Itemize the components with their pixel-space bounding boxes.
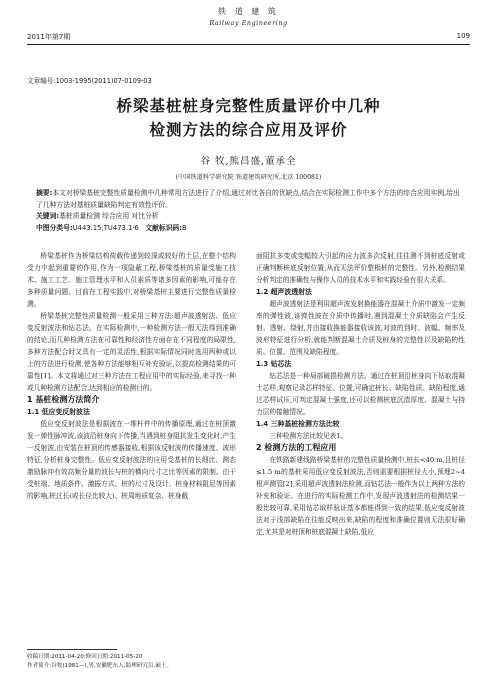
journal-name: 铁 道 建 筑 (218, 7, 279, 16)
classification (36, 223, 466, 235)
page-number: 109 (456, 32, 470, 40)
clc-text: U443.15;TU473.1·6 (72, 223, 139, 232)
keywords (36, 211, 466, 223)
paragraph: 钻芯法是一种局部破损检测方法。通过在桩顶沿桩身向下钻取混凝土芯样,观察记录芯样特征、位置,可确定桩长、缺陷性质、缺陷程度,通过芯样试压,可判定混凝土强度,还可以检测桩底沉渣厚度、混凝土与持力层的接触情况。 (256, 372, 465, 416)
section-heading: 2 检测方法的工程应用 (256, 443, 337, 452)
paragraph: 三种检测方法比较见表1。 (269, 432, 348, 440)
paragraph: 在铁路新建线路桥梁基桩的完整性质量检测中,桩长<40 m,且桩径≤1.5 m的基桩采用低应变反射波法,否则需要根据桩径大小,预埋2~4根声测管[2],采用超声波透射法检测,而钻芯法一般作为以上两种方法的补充和验证。在进行的实际检测工作中,发现声波透射法的检测结果一般比较可靠,采用钻芯取样验证基本都能得到一致的结果,低应变反射波法对于浅部缺陷在往能反映出来,缺陷的程度和准确位置则无法很好确定,尤其是对桩顶和桩底混凝土缺陷,低应 (256, 456, 465, 536)
doc-code: B (182, 223, 187, 232)
issue-label: 2011年第7期 (27, 33, 71, 41)
article-number: 文章编号:1003-1995(2011)07-0109-03 (27, 77, 152, 85)
subsection-heading: 1.2 超声波透射法 (256, 288, 312, 296)
journal-name-en: Railway Engineering (209, 19, 288, 27)
author-bio: 作者简介:谷牧(1981—),男,安徽肥东人,助理研究员,硕士。 (27, 663, 173, 669)
header-rule (27, 44, 470, 45)
paragraph: 桥梁基桩作为桥梁结构荷载传递到较深或较好的土层,在整个结构受力中起到重要的作用,作为一项隐蔽工程,桥梁基桩的质量受施工技术、施工工艺、施工管理水平和人员素质等诸多因素的影响,可能存在多种质量问题。目前在工程实践中,对桥梁基桩主要进行完整性质量检测。 (27, 252, 236, 308)
clc-label: 中图分类号: (36, 223, 73, 232)
received-date: 收稿日期:2011-04-20;修回日期:2011-05-20 (27, 654, 143, 660)
footnote-rule (27, 649, 117, 650)
affiliation: (中国铁道科学研究院 铁道建筑研究所,北京 100081) (175, 174, 322, 181)
subsection-heading: 1.3 钻芯法 (256, 360, 292, 368)
abstract-block (36, 188, 466, 234)
subsection-heading: 1.4 三种基桩检测方法比较 (256, 420, 340, 428)
abstract-label: 摘要: (36, 189, 53, 197)
abstract (36, 188, 466, 211)
keywords-label: 关键词: (36, 212, 60, 220)
right-column (256, 250, 465, 538)
paragraph: 桥梁基桩完整性质量检测一般采用三种方法:超声波透射法、低应变反射波法和钻芯法。在实际检测中,一种检测方法一般无法得到准确的结论,而几种检测方法在可靠性和经济性方面存在不同程度的局限性,多种方法配合时又具有一定的灵活性,根据实际情况同时选用两种或以上的方法进行检测,使各种方法能够相互补充验证,以提高检测结果的可靠性[1]。本文将通过对三种方法在工程应用中的实际经验,来寻找一种或几种检测方法配合,达到相应的检测目的。 (27, 312, 236, 392)
title-line-1: 桥梁基桩桩身完整性质量评价中几种 (116, 97, 381, 115)
paragraph: 低应变反射波法是根据波在一维杆件中的传播原理,通过在桩顶激发一弹性脉冲波,该波沿桩身向下传播,当遇到桩身阻抗发生变化时,产生一反射波,由安装在桩顶的传感器接收,根据该反射波的传播速度、波形特征,分析桩身完整性。低应变反射波法的应用受基桩的长细比、测态激励脉冲有效高频分量的波长与桩的横向尺寸之比等因素的限制。由于受桩端、地质条件、激振方式、桩的尺寸及设计、桩身材料阻尼等因素的影响,桩过长(或长径比较大)、桩周地质复杂、桩身截 (27, 420, 236, 500)
title-line-2: 检测方法的综合应用及评价 (149, 121, 348, 139)
doc-code-label: 文献标识码: (145, 223, 183, 232)
authors: 谷 牧,熊昌盛,董承全 (200, 156, 297, 167)
section-heading: 1 基桩检测方法简介 (27, 395, 100, 404)
subsection-heading: 1.1 低应变反射波法 (27, 408, 90, 416)
left-column (27, 250, 236, 502)
paragraph: 面阻抗多变或变幅较大引起的应力波多次反射,往往测不到桩底反射或正确判断桩底反射位置,从而无法评价整根桩的完整性。另外,检测结果分析判定的准确性与操作人员的技术水平和实践经验有很大关系。 (256, 252, 465, 284)
abstract-text: 本文对桥梁基桩完整性质量检测中几种常用方法进行了介绍,通过对比各自的优缺点,结合在实际检测工作中多个方法的综合应用实例,给出了几种方法对基桩质量缺陷判定有效性评价。 (36, 189, 460, 209)
paragraph: 超声波透射法是利用超声波发射换能器在混凝土介质中激发一定频率的弹性波,该弹性波在介质中传播时,遇到混凝土介质缺陷会产生反射、透射、绕射,并由接收换能器接收该波,对波的到时、波幅、频率及波形特征进行分析,就能判断混凝土介质及桩身的完整性以及缺陷的性质、位置、范围及缺陷程度。 (256, 300, 465, 356)
keywords-text: 基桩质量检测 综合应用 对比分析 (59, 212, 159, 220)
